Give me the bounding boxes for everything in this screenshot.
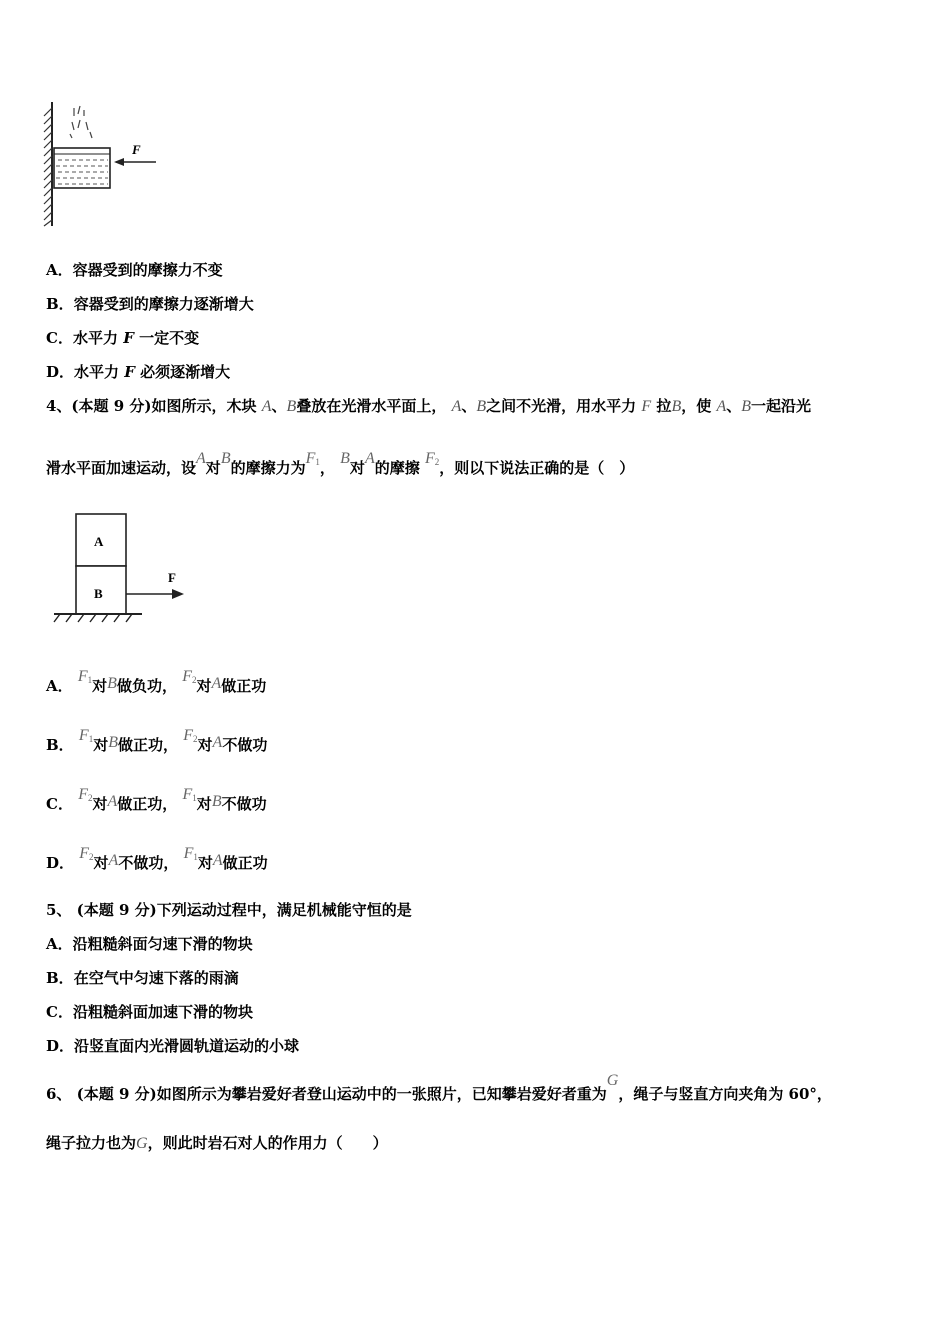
q4-option-a[interactable]: A． $F_1$对B做负功， $F_2$对A做正功 (46, 668, 267, 695)
force-f-label: F (168, 570, 176, 585)
q4-stem-line1: 4、(本题 9 分)如图所示，木块 A、B叠放在光滑水平面上， A、B之间不光滑，用水平力 F 拉B，使 A、B一起沿光 (46, 397, 812, 415)
q6-stem-line2: 绳子拉力也为G，则此时岩石对人的作用力（ ） (46, 1134, 388, 1152)
q3-option-d[interactable]: D．水平力 F 必须逐渐增大 (46, 363, 231, 381)
q5-option-a[interactable]: A．沿粗糙斜面匀速下滑的物块 (46, 935, 253, 953)
q3-option-a[interactable]: A．容器受到的摩擦力不变 (46, 261, 223, 279)
q4-option-d[interactable]: D． $F_2$对A不做功， $F_1$对A做正功 (46, 845, 268, 872)
q3-option-b[interactable]: B．容器受到的摩擦力逐渐增大 (46, 295, 254, 313)
q4-stem-line2: 滑水平面加速运动，设A对B的摩擦力为$F_1$， B对A的摩擦 $F_2$，则以下说法正确的是（ ） (46, 450, 635, 477)
figure-container-wall (40, 100, 170, 230)
block-b-label: B (94, 586, 103, 601)
block-a-label: A (94, 534, 104, 549)
figure-stacked-blocks (50, 508, 190, 628)
q6-stem-line1: 6、 (本题 9 分)如图所示为攀岩爱好者登山运动中的一张照片，已知攀岩爱好者重为G，绳子与竖直方向夹角为 60°， (46, 1072, 832, 1103)
q5-option-d[interactable]: D．沿竖直面内光滑圆轨道运动的小球 (46, 1037, 300, 1055)
q5-stem: 5、 (本题 9 分)下列运动过程中，满足机械能守恒的是 (46, 901, 412, 919)
q5-option-b[interactable]: B．在空气中匀速下落的雨滴 (46, 969, 239, 987)
q4-option-c[interactable]: C． $F_2$对A做正功， $F_1$对B不做功 (46, 786, 267, 813)
q3-option-c[interactable]: C．水平力 F 一定不变 (46, 329, 200, 347)
q5-option-c[interactable]: C．沿粗糙斜面加速下滑的物块 (46, 1003, 253, 1021)
q4-option-b[interactable]: B． $F_1$对B做正功， $F_2$对A不做功 (46, 727, 268, 754)
force-label: F (132, 142, 141, 157)
